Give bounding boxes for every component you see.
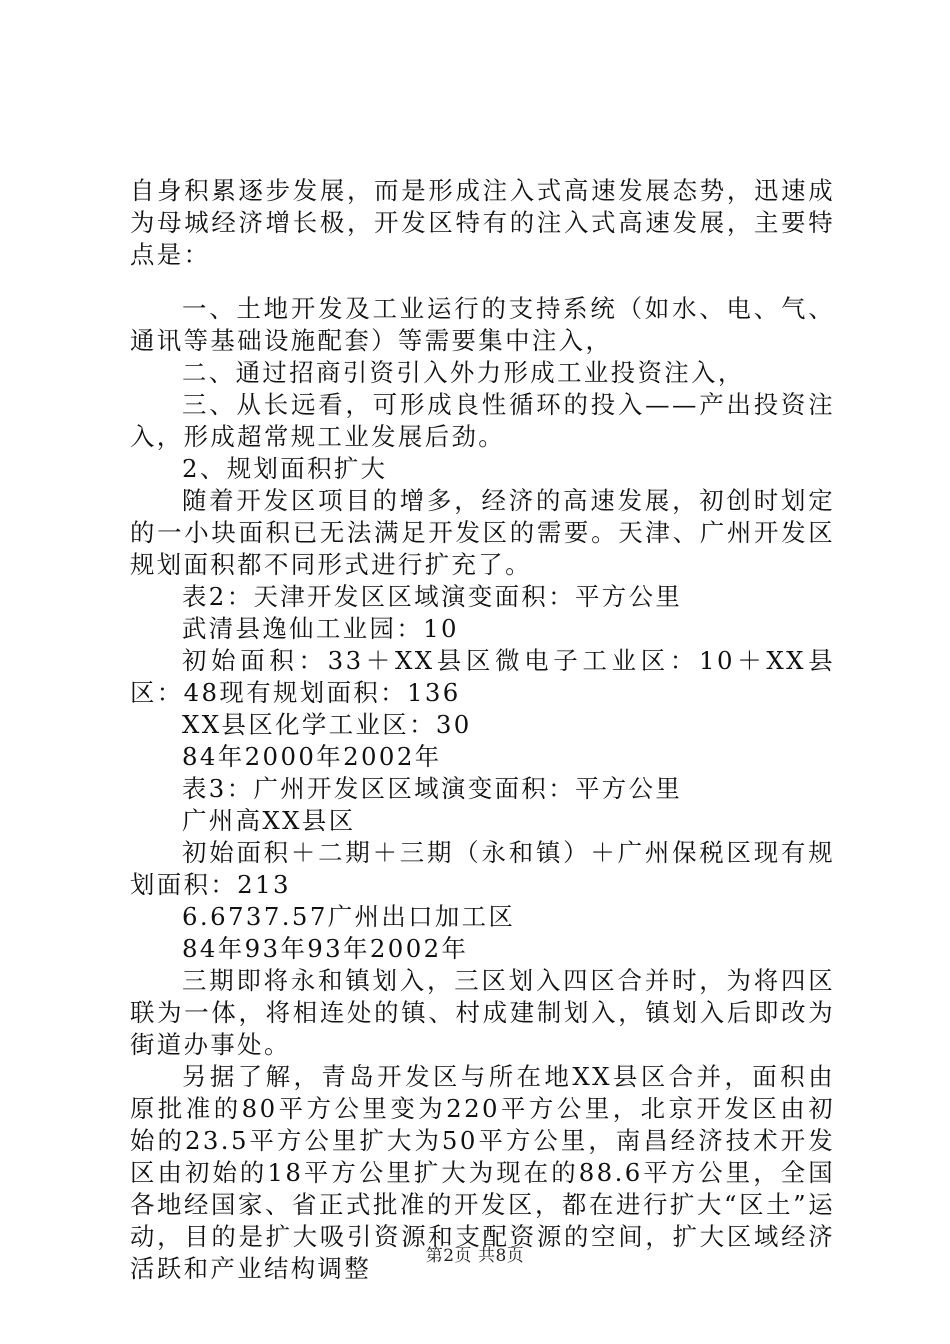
table-line: 84年93年93年2002年 — [182, 934, 469, 963]
paragraph-other-zones: 另据了解，青岛开发区与所在地XX县区合并，面积由原批准的80平方公里变为220平方公里，北京开发区由初始的23.5平方公里扩大为50平方公里，南昌经济技术开发区由初始的18平方公里扩大为现在的88.6平方公里，全国各地经国家、省正式批准的开发区，都在进行扩大“区土”运动，目的是扩大吸引资源和支配资源的空间，扩大区域经济活跃和产业结构调整 — [130, 1062, 835, 1283]
table-line: 广州高XX县区 — [182, 806, 356, 835]
table-line: 6.6737.57广州出口加工区 — [182, 902, 516, 931]
section-heading: 2、规划面积扩大 — [182, 454, 388, 483]
table-line: XX县区化学工业区：30 — [182, 710, 472, 739]
paragraph-continuation: 自身积累逐步发展，而是形成注入式高速发展态势，迅速成为母城经济增长极，开发区特有的注入式高速发展，主要特点是： — [130, 176, 835, 269]
document-body — [130, 175, 835, 1285]
paragraph-point-one: 一、土地开发及工业运行的支持系统（如水、电、气、通讯等基础设施配套）等需要集中注入， — [130, 294, 835, 355]
page-footer: 第2页 共8页 — [425, 1246, 525, 1266]
table-line: 84年2000年2002年 — [182, 742, 442, 771]
paragraph-point-two: 二、通过招商引资引入外力形成工业投资注入， — [182, 358, 745, 387]
table-line: 初始面积＋二期＋三期（永和镇）＋广州保税区现有规划面积：213 — [130, 838, 835, 899]
table-line: 初始面积：33＋XX县区微电子工业区：10＋XX县区：48现有规划面积：136 — [130, 646, 835, 707]
paragraph-phase-three: 三期即将永和镇划入，三区划入四区合并时，为将四区联为一体，将相连处的镇、村成建制划入，镇划入后即改为街道办事处。 — [130, 966, 835, 1059]
paragraph-point-three: 三、从长远看，可形成良性循环的投入——产出投资注入，形成超常规工业发展后劲。 — [130, 390, 835, 451]
table-caption-guangzhou: 表3：广州开发区区域演变面积：平方公里 — [182, 774, 683, 803]
paragraph-area-expansion: 随着开发区项目的增多，经济的高速发展，初创时划定的一小块面积已无法满足开发区的需要。天津、广州开发区规划面积都不同形式进行扩充了。 — [130, 486, 835, 579]
table-caption-tianjin: 表2：天津开发区区域演变面积：平方公里 — [182, 582, 683, 611]
table-line: 武清县逸仙工业园：10 — [182, 614, 459, 643]
